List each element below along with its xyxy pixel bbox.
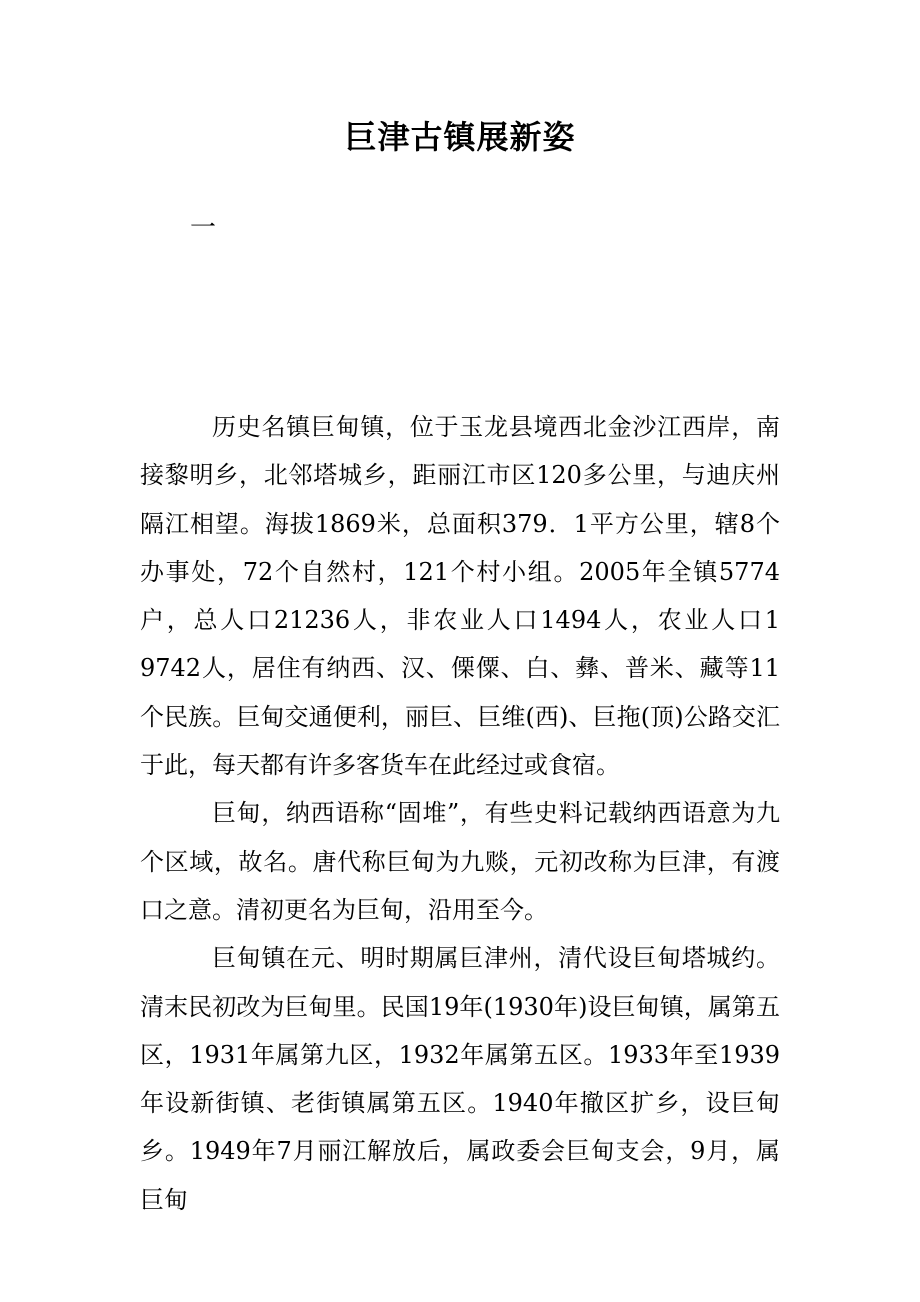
paragraph-overview: 历史名镇巨甸镇，位于玉龙县境西北金沙江西岸，南接黎明乡，北邻塔城乡，距丽江市区120多公里，与迪庆州隔江相望。海拔1869米，总面积379．1平方公里，辖8个办事处，72个自然村，121个村小组。2005年全镇5774户，总人口21236人，非农业人口1494人，农业人口1 9742人，居住有纳西、汉、傈僳、白、彝、普米、藏等11个民族。巨甸交通便利，丽巨、巨维(西)、巨拖(顶)公路交汇于此，每天都有许多客货车在此经过或食宿。 [140,413,780,780]
paragraph-name-origin: 巨甸，纳西语称“固堆”，有些史料记载纳西语意为九个区域，故名。唐代称巨甸为九赕，元初改称为巨津，有渡口之意。清初更名为巨甸，沿用至今。 [140,799,780,924]
document-title: 巨津古镇展新姿 [344,118,576,156]
document-body [140,403,780,1224]
paragraph-history: 巨甸镇在元、明时期属巨津州，清代设巨甸塔城约。清末民初改为巨甸里。民国19年(1930年)设巨甸镇，属第五区，1931年属第九区，1932年属第五区。1933年至1939年设新街镇、老街镇属第五区。1940年撤区扩乡，设巨甸乡。1949年7月丽江解放后，属政委会巨甸支会，9月，属巨甸 [140,944,780,1214]
section-number: 一 [190,213,217,243]
